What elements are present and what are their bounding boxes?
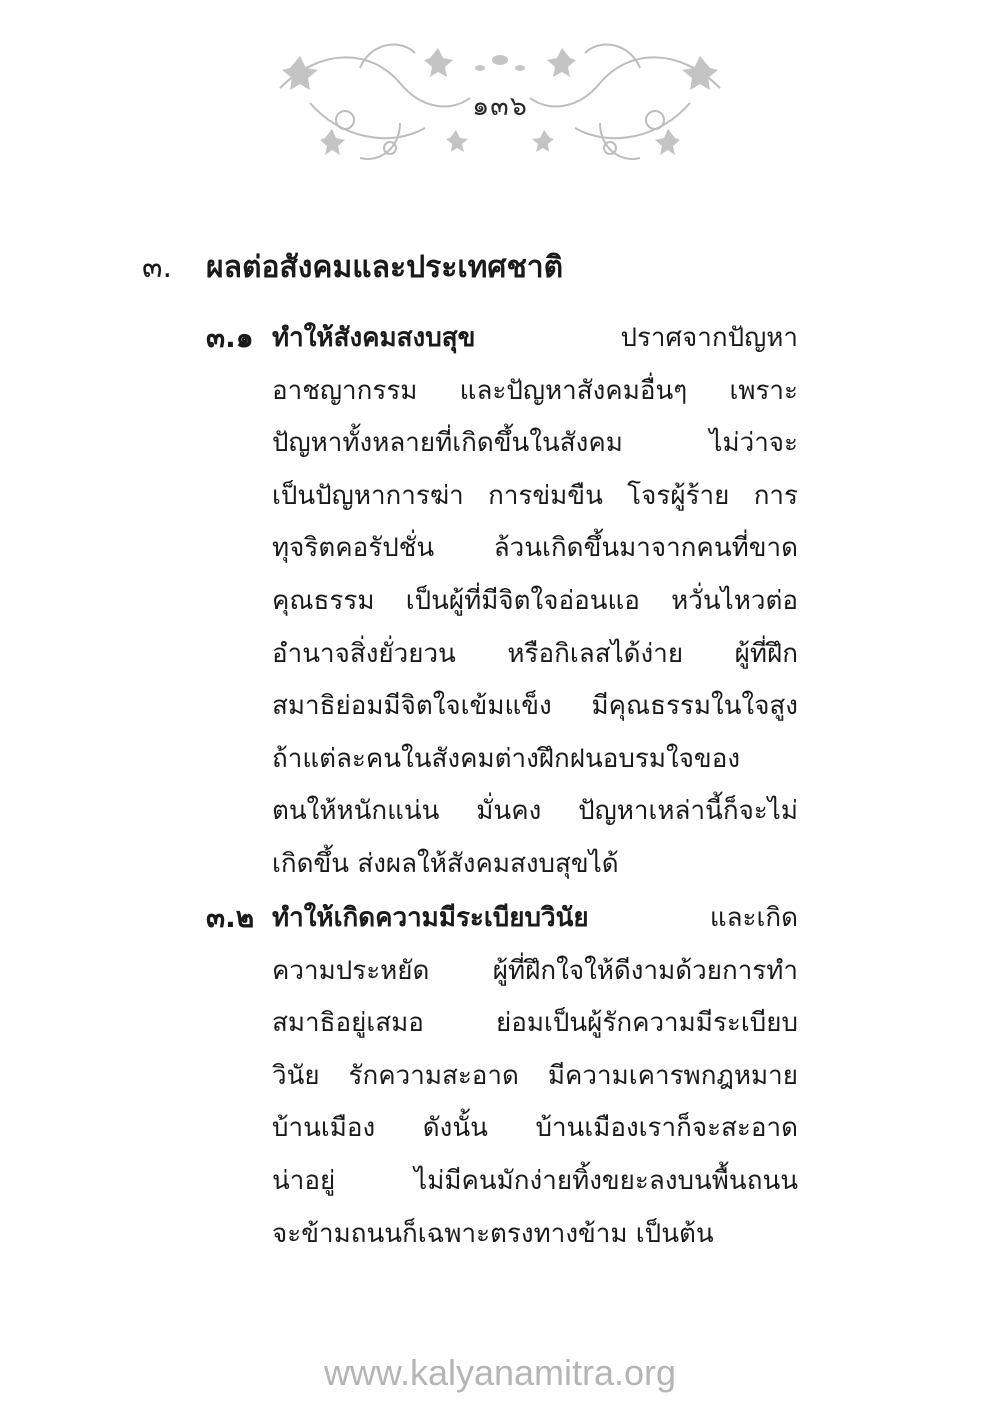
section-title: ผลต่อสังคมและประเทศชาติ — [206, 250, 564, 285]
item-marker: ๓.๑ — [206, 321, 254, 354]
item-line: เป็นปัญหาการฆ่า การข่มขืน โจรผู้ร้าย การ — [272, 480, 798, 511]
footer-url: www.kalyanamitra.org — [323, 1352, 677, 1393]
item-line: เกิดขึ้น ส่งผลให้สังคมสงบสุขได้ — [272, 848, 619, 879]
item-line: อาชญากรรม และปัญหาสังคมอื่นๆ เพราะ — [272, 375, 798, 406]
item-line: วินัย รักความสะอาด มีความเคารพกฎหมาย — [272, 1060, 798, 1091]
item-line: คุณธรรม เป็นผู้ที่มีจิตใจอ่อนแอ หวั่นไหวต่อ — [272, 585, 798, 616]
list-item-3-2 — [206, 892, 798, 1260]
section-heading — [142, 244, 563, 291]
item-line: จะข้ามถนนก็เฉพาะตรงทางข้าม เป็นต้น — [272, 1218, 714, 1249]
list-item-3-1 — [206, 312, 798, 891]
item-line: น่าอยู่ ไม่มีคนมักง่ายทิ้งขยะลงบนพื้นถนน — [272, 1165, 798, 1196]
item-line: ถ้าแต่ละคนในสังคมต่างฝึกฝนอบรมใจของ — [272, 743, 741, 774]
item-first-line-text: และเกิด — [709, 903, 798, 933]
item-first-line-text: ปราศจากปัญหา — [620, 323, 798, 353]
item-line: สมาธิย่อมมีจิตใจเข้มแข็ง มีคุณธรรมในใจสูง — [272, 691, 798, 722]
item-line: ตนให้หนักแน่น มั่นคง ปัญหาเหล่านี้ก็จะไม่ — [272, 796, 798, 827]
item-body — [272, 892, 798, 1260]
item-line: ทุจริตคอรัปชั่น ล้วนเกิดขึ้นมาจากคนที่ขาด — [272, 533, 798, 564]
item-line: บ้านเมือง ดังนั้น บ้านเมืองเราก็จะสะอาด — [272, 1113, 798, 1144]
item-body — [272, 312, 798, 891]
item-title: ทำให้สังคมสงบสุข — [272, 323, 476, 353]
item-first-line — [272, 892, 798, 945]
item-title: ทำให้เกิดความมีระเบียบวินัย — [272, 903, 589, 933]
item-first-line — [272, 312, 798, 365]
item-line: ความประหยัด ผู้ที่ฝึกใจให้ดีงามด้วยการทำ — [272, 955, 798, 986]
item-marker: ๓.๒ — [206, 901, 255, 934]
item-line: ปัญหาทั้งหลายที่เกิดขึ้นในสังคม ไม่ว่าจะ — [272, 428, 798, 459]
item-line: อำนาจสิ่งยั่วยวน หรือกิเลสได้ง่าย ผู้ที่ฝึก — [272, 638, 798, 669]
page-number: ๑๓๖ — [472, 91, 528, 122]
item-line: สมาธิอยู่เสมอ ย่อมเป็นผู้รักความมีระเบียบ — [272, 1008, 798, 1039]
section-number: ๓. — [142, 250, 173, 285]
